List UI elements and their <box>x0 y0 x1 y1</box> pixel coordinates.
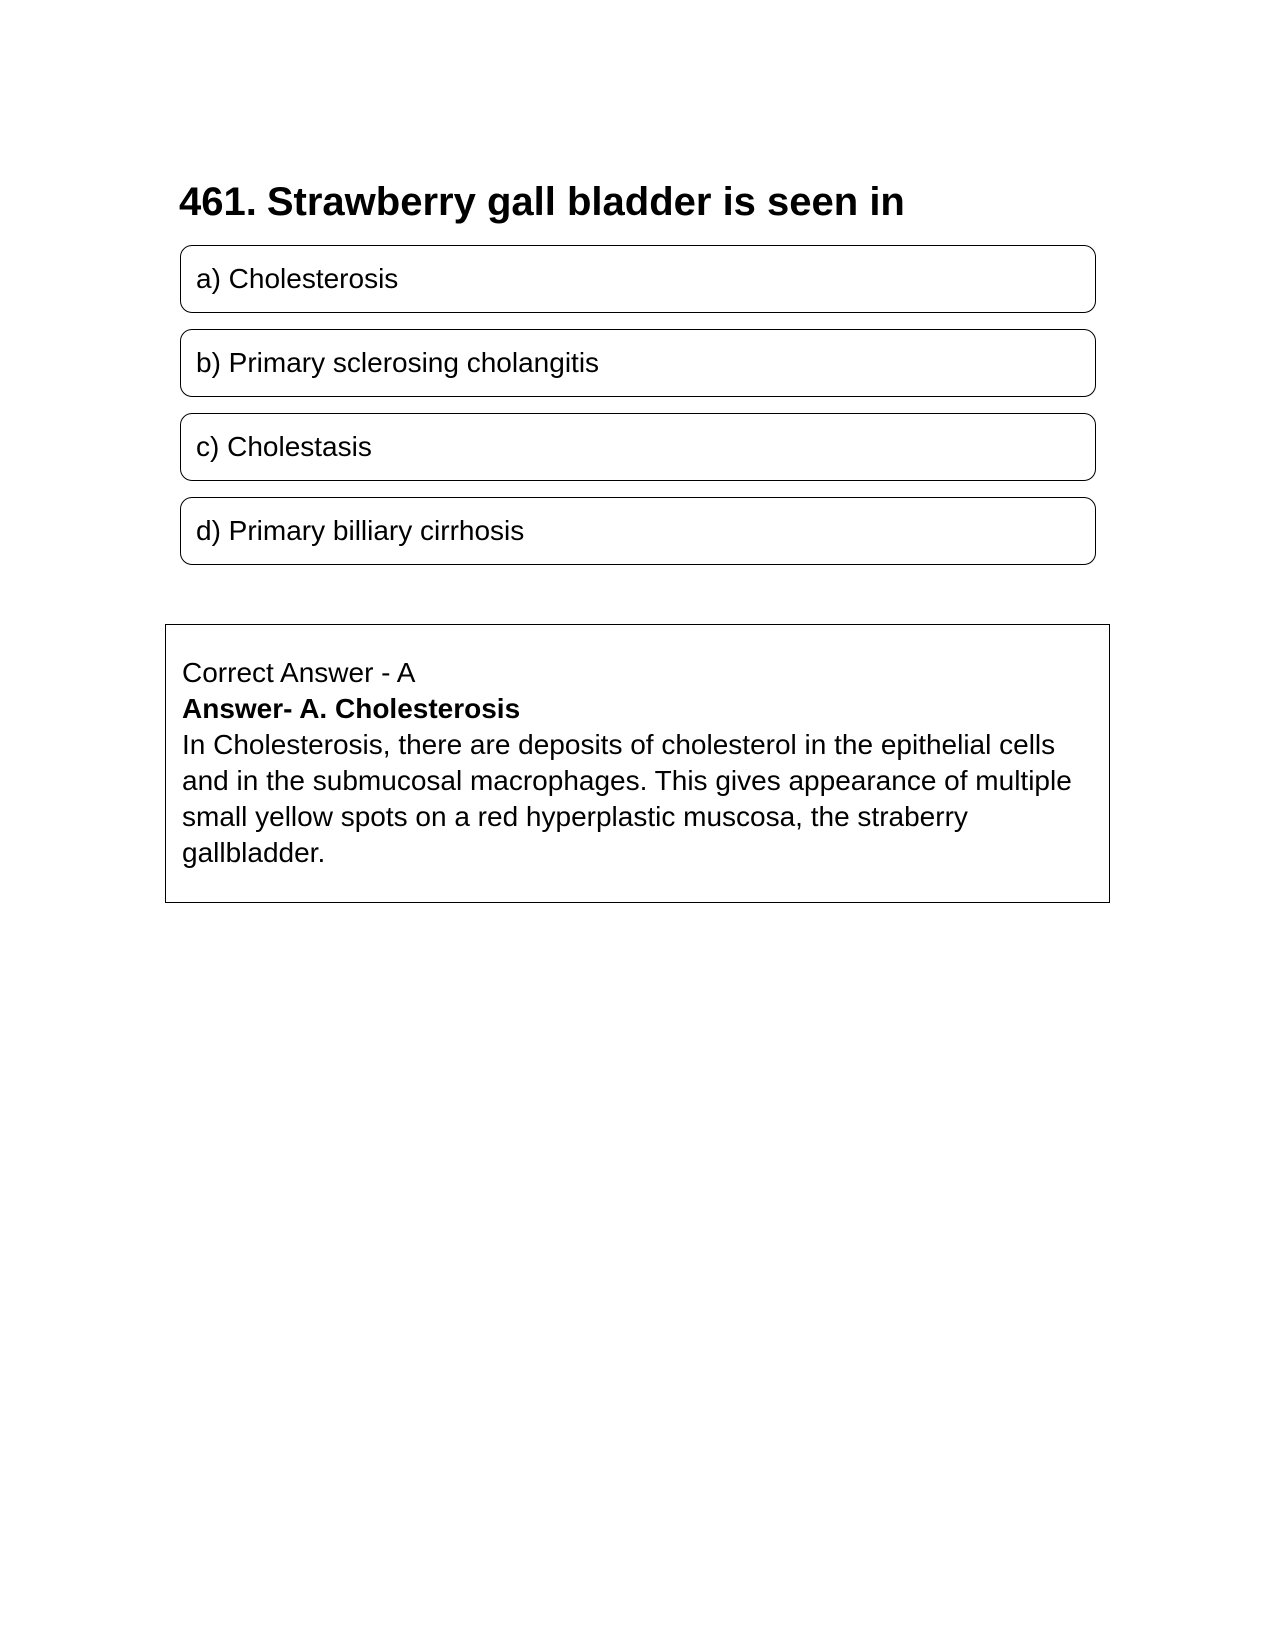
option-d-label: d) Primary billiary cirrhosis <box>196 515 525 546</box>
option-b-label: b) Primary sclerosing cholangitis <box>196 347 600 378</box>
correct-answer-line: Correct Answer - A <box>182 657 416 688</box>
question-number: 461. <box>179 180 257 224</box>
option-a[interactable] <box>180 245 1096 313</box>
option-c[interactable] <box>180 413 1096 481</box>
option-d[interactable] <box>180 497 1096 565</box>
answer-box <box>165 624 1110 903</box>
question-heading <box>179 178 905 226</box>
option-a-label: a) Cholesterosis <box>196 263 399 294</box>
option-c-label: c) Cholestasis <box>196 431 372 462</box>
question-text: Strawberry gall bladder is seen in <box>266 180 905 224</box>
answer-heading: Answer- A. Cholesterosis <box>182 693 521 724</box>
answer-explanation: In Cholesterosis, there are deposits of cholesterol in the epithelial cells and in the submucosal macrophages. This gives appearance of multiple small yellow spots on a red hyperplastic muscosa, the straberry gallbladder. <box>182 729 1072 868</box>
option-b[interactable] <box>180 329 1096 397</box>
